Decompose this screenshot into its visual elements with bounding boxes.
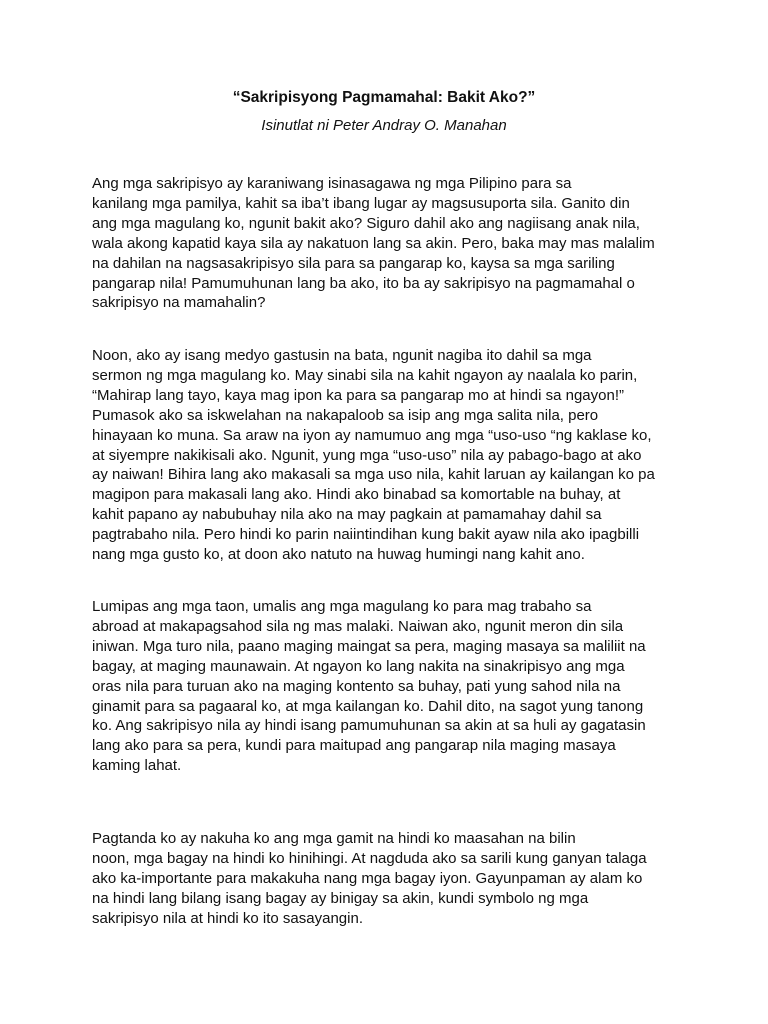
document-title: “Sakripisyong Pagmamahal: Bakit Ako?” (232, 89, 536, 106)
document-byline: Isinutlat ni Peter Andray O. Manahan (261, 117, 507, 134)
paragraph-2: Noon, ako ay isang medyo gastusin na bata, ngunit nagiba ito dahil sa mga sermon ng mga magulang ko. May sinabi sila na kahit ngayon ay naalala ko parin, “Mahirap lang tayo, kaya mag ipon ka para sa pangarap mo at hindi sa ngayon!” Pumasok ako sa iskwelahan na nakapaloob sa isip ang mga salita nila, pero hinayaan ko muna. Sa araw na iyon ay namumuo ang mga “uso-uso “ng kaklase ko, at siyempre nakikisali ako. Ngunit, yung mga “uso-uso” nila ay pabago-bago at ako ay naiwan! Bihira lang ako makasali sa mga uso nila, kahit laruan ay kailangan ko pa magipon para makasali lang ako. Hindi ako binabad sa komortable na buhay, at kahit papano ay nabubuhay nila ako na may pagkain at pamamahay dahil sa pagtrabaho nila. Pero hindi ko parin naiintindihan kung bakit ayaw nila ako ipagbilli nang mga gusto ko, at doon ako natuto na huwag humingi nang kahit ano. (92, 347, 655, 564)
paragraph-3: Lumipas ang mga taon, umalis ang mga magulang ko para mag trabaho sa abroad at makapagsahod sila ng mas malaki. Naiwan ako, ngunit meron din sila iniwan. Mga turo nila, paano maging maingat sa pera, maging masaya sa maliliit na bagay, at maging maunawain. At ngayon ko lang nakita na sinakripisyo ang mga oras nila para turuan ako na maging kontento sa buhay, pati yung sahod nila na ginamit para sa pagaaral ko, at mga kailangan ko. Dahil dito, na sagot yung tanong ko. Ang sakripisyo nila ay hindi isang pamumuhunan sa akin at sa huli ay gagatasin lang ako para sa pera, kundi para maitupad ang pangarap nila maging masaya kaming lahat. (92, 598, 646, 775)
paragraph-1: Ang mga sakripisyo ay karaniwang isinasagawa ng mga Pilipino para sa kanilang mga pamilya, kahit sa iba’t ibang lugar ay magsusuporta sila. Ganito din ang mga magulang ko, ngunit bakit ako? Siguro dahil ako ang nagiisang anak nila, wala akong kapatid kaya sila ay nakatuon lang sa akin. Pero, baka may mas malalim na dahilan na nagsasakripisyo sila para sa pangarap ko, kaysa sa mga sariling pangarap nila! Pamumuhunan lang ba ako, ito ba ay sakripisyo na pagmamahal o sakripisyo na mamahalin? (92, 175, 655, 312)
paragraph-4: Pagtanda ko ay nakuha ko ang mga gamit na hindi ko maasahan na bilin noon, mga bagay na hindi ko hinihingi. At nagduda ako sa sarili kung ganyan talaga ako ka-importante para makakuha nang mga bagay iyon. Gayunpaman ay alam ko na hindi lang bilang isang bagay ay binigay sa akin, kundi symbolo ng mga sakripisyo nila at hindi ko ito sasayangin. (92, 830, 647, 927)
